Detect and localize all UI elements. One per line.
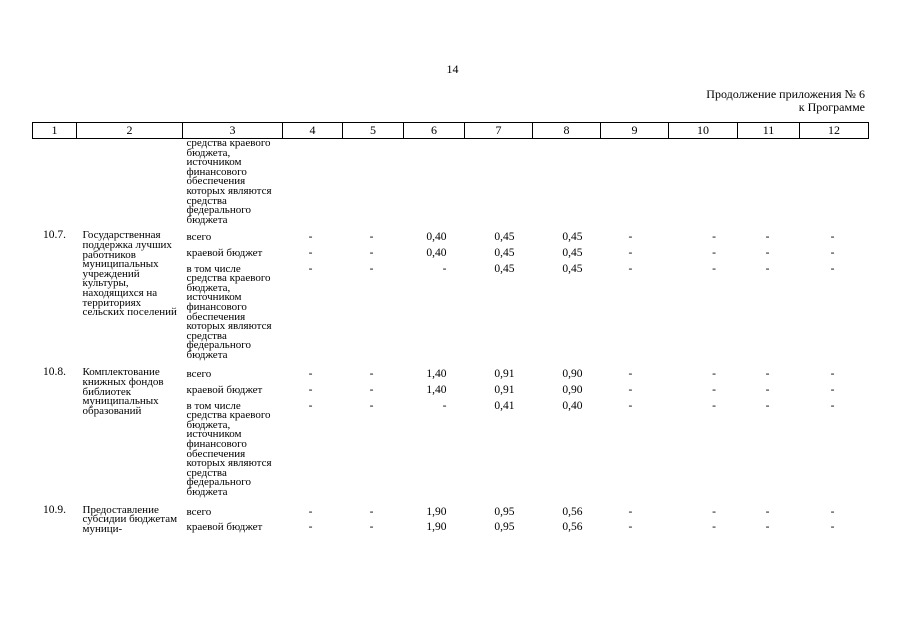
col-header-6: 6	[404, 123, 465, 139]
annex-line-2: к Программе	[798, 100, 865, 114]
col-header-5: 5	[343, 123, 404, 139]
value-cell-c7: 0,45	[494, 262, 515, 275]
value-cell-c9: -	[628, 521, 633, 534]
value-cell-c12: -	[830, 262, 835, 275]
value-cell-c5: -	[369, 384, 374, 397]
value-cell-c8: 0,45	[562, 231, 583, 244]
funding-source-cell: краевой бюджет	[186, 521, 263, 534]
value-cell-c6: -	[442, 399, 447, 412]
funding-source-cell: всего	[186, 505, 212, 518]
value-cell-c11: -	[765, 384, 770, 397]
value-cell-c9: -	[628, 246, 633, 259]
value-cell-c12: -	[830, 368, 835, 381]
col-header-7: 7	[465, 123, 533, 139]
value-cell-c6: 1,40	[426, 384, 447, 397]
row-number-cell: 10.9.	[43, 503, 66, 516]
value-cell-c5: -	[369, 231, 374, 244]
value-cell-c4: -	[308, 521, 313, 534]
value-cell-c8: 0,45	[562, 246, 583, 259]
funding-source-cell: краевой бюджет	[186, 384, 263, 397]
value-cell-c10: -	[712, 368, 716, 381]
value-cell-c5: -	[369, 246, 374, 259]
value-cell-c4: -	[308, 262, 313, 275]
value-cell-c10: -	[712, 384, 716, 397]
table-row	[33, 231, 869, 247]
col-header-2: 2	[77, 123, 183, 139]
table-body	[33, 139, 869, 541]
value-cell-c11: -	[765, 399, 770, 412]
value-cell-c9: -	[628, 231, 633, 244]
funding-source-cell: в том числе средства краевого бюджета, источником финансового обеспечения которых являются средства федерального бюджета	[186, 262, 272, 361]
funding-source-cell: всего	[186, 231, 212, 244]
col-header-9: 9	[601, 123, 669, 139]
value-cell-c9: -	[628, 505, 633, 518]
funding-source-cell: всего	[186, 368, 212, 381]
value-cell-c7: 0,45	[494, 231, 515, 244]
continuation-row	[33, 139, 869, 232]
activity-name-cell: Предоставление субсидии бюджетам муници-	[82, 503, 178, 535]
page-number: 14	[446, 62, 459, 76]
value-cell-c5: -	[369, 505, 374, 518]
value-cell-c6: 0,40	[426, 246, 447, 259]
value-cell-c5: -	[369, 262, 374, 275]
funding-source-cell: краевой бюджет	[186, 246, 263, 259]
value-cell-c5: -	[369, 521, 374, 534]
value-cell-c4: -	[308, 231, 313, 244]
value-cell-c5: -	[369, 399, 374, 412]
col-header-12: 12	[800, 123, 869, 139]
col-header-1: 1	[33, 123, 77, 139]
col-header-3: 3	[183, 123, 283, 139]
value-cell-c8: 0,40	[562, 399, 583, 412]
activity-name-cell: Комплектование книжных фондов библиотек муниципальных образований	[82, 366, 164, 417]
value-cell-c5: -	[369, 368, 374, 381]
value-cell-c8: 0,56	[562, 505, 583, 518]
value-cell-c10: -	[712, 399, 716, 412]
value-cell-c7: 0,41	[494, 399, 515, 412]
value-cell-c9: -	[628, 384, 633, 397]
value-cell-c9: -	[628, 262, 633, 275]
value-cell-c6: 1,40	[426, 368, 447, 381]
program-table	[32, 122, 869, 541]
value-cell-c12: -	[830, 384, 835, 397]
value-cell-c6: 1,90	[426, 521, 447, 534]
value-cell-c12: -	[830, 505, 835, 518]
annex-line-1: Продолжение приложения № 6	[706, 87, 865, 101]
table-row	[33, 368, 869, 384]
value-cell-c7: 0,91	[494, 368, 515, 381]
col-header-8: 8	[533, 123, 601, 139]
value-cell-c11: -	[765, 521, 770, 534]
column-number-row	[33, 123, 869, 139]
value-cell-c7: 0,91	[494, 384, 515, 397]
value-cell-c7: 0,45	[494, 246, 515, 259]
table-row	[33, 506, 869, 522]
value-cell-c12: -	[830, 231, 835, 244]
value-cell-c11: -	[765, 368, 770, 381]
value-cell-c12: -	[830, 521, 835, 534]
value-cell-c4: -	[308, 399, 313, 412]
value-cell-c10: -	[712, 231, 716, 244]
activity-name-cell: Государственная поддержка лучших работников муниципальных учреждений культуры, находящихся на территориях сельских поселений	[82, 229, 177, 319]
value-cell-c10: -	[712, 246, 716, 259]
value-cell-c8: 0,45	[562, 262, 583, 275]
value-cell-c8: 0,90	[562, 368, 583, 381]
value-cell-c10: -	[712, 262, 716, 275]
value-cell-c4: -	[308, 505, 313, 518]
value-cell-c6: 1,90	[426, 505, 447, 518]
value-cell-c11: -	[765, 262, 770, 275]
col-header-4: 4	[283, 123, 343, 139]
annex-caption	[706, 88, 865, 114]
value-cell-c4: -	[308, 384, 313, 397]
row-number-cell: 10.8.	[43, 366, 66, 379]
value-cell-c6: -	[442, 262, 447, 275]
col-header-10: 10	[669, 123, 738, 139]
value-cell-c12: -	[830, 246, 835, 259]
value-cell-c11: -	[765, 246, 770, 259]
row-number-cell: 10.7.	[43, 229, 66, 242]
value-cell-c11: -	[765, 231, 770, 244]
col-header-11: 11	[738, 123, 800, 139]
value-cell-c4: -	[308, 246, 313, 259]
value-cell-c7: 0,95	[494, 521, 515, 534]
value-cell-c9: -	[628, 399, 633, 412]
value-cell-c9: -	[628, 368, 633, 381]
funding-source-cell: в том числе средства краевого бюджета, источником финансового обеспечения которых являются средства федерального бюджета	[186, 399, 272, 498]
value-cell-c8: 0,90	[562, 384, 583, 397]
value-cell-c4: -	[308, 368, 313, 381]
value-cell-c8: 0,56	[562, 521, 583, 534]
value-cell-c10: -	[712, 521, 716, 534]
continuation-source-cell: средства краевого бюджета, источником финансового обеспечения которых являются средства федерального бюджета	[186, 137, 272, 226]
value-cell-c10: -	[712, 505, 716, 518]
value-cell-c6: 0,40	[426, 231, 447, 244]
value-cell-c7: 0,95	[494, 505, 515, 518]
value-cell-c11: -	[765, 505, 770, 518]
value-cell-c12: -	[830, 399, 835, 412]
